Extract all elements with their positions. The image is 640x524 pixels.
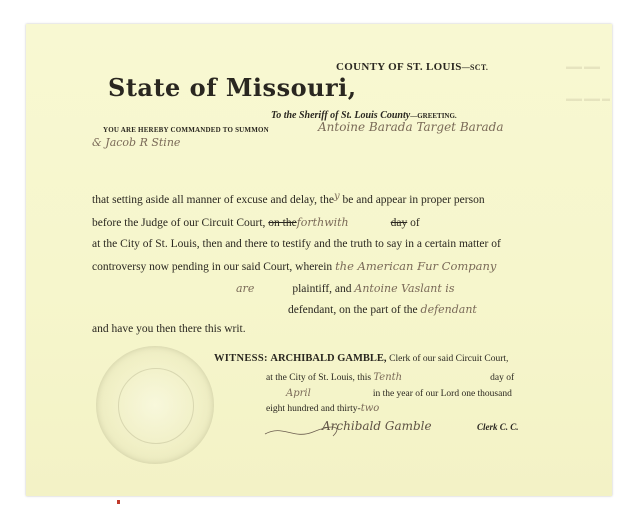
command-prefix: YOU ARE HEREBY COMMANDED TO SUMMON [103, 126, 269, 134]
body-text: of [410, 217, 420, 229]
handwritten-year: two [360, 403, 380, 414]
body-line-1 [92, 191, 485, 207]
embossed-seal [96, 346, 214, 464]
handwritten-are: are [236, 282, 255, 295]
witness-line-1 [214, 354, 508, 365]
body-line-6 [288, 304, 477, 317]
clerk-title: Clerk of our said Circuit Court, [389, 354, 509, 364]
defendant-name: Antoine Vaslant is [354, 282, 455, 295]
body-line-4 [92, 261, 496, 274]
body-line-2 [92, 217, 420, 230]
summoned-names-2: & Jacob R Stine [92, 136, 181, 149]
body-text: before the Judge of our Circuit Court, [92, 217, 266, 229]
body-line-7: and have you then there this writ. [92, 323, 246, 335]
body-line-3: at the City of St. Louis, then and there to testify and the truth to say in a certain matter of [92, 238, 501, 250]
witness-line-4 [266, 404, 379, 415]
witness-text: in the year of our Lord one thousand [372, 389, 512, 399]
handwritten-date: forthwith [296, 216, 349, 229]
county-heading [336, 62, 488, 73]
clerk-name: ARCHIBALD GAMBLE, [270, 353, 387, 364]
summoned-names-1: Antoine Barada Target Barada [318, 120, 504, 134]
handwritten-month: April [286, 388, 311, 399]
body-text: , on the part of the [333, 304, 418, 316]
red-mark [117, 500, 120, 504]
clerk-initials: Clerk C. C. [477, 422, 519, 432]
sheriff-line: To the Sheriff of St. Louis County [271, 110, 411, 121]
handwritten-party: defendant [420, 303, 477, 316]
body-text: defendant [288, 304, 334, 316]
clerk-signature: Archibald Gamble [322, 419, 432, 433]
body-text: , and [329, 283, 352, 295]
witness-line-2 [266, 373, 514, 384]
body-text: controversy now pending in our said Court, wherein [92, 261, 333, 273]
bleed-through-mark: ▬▬ ▬▬ [566, 62, 600, 71]
state-title: State of Missouri, [108, 73, 357, 102]
struck-text: day [390, 217, 408, 229]
plaintiff-name: the American Fur Company [335, 259, 497, 273]
struck-text: on the [268, 217, 297, 229]
body-text: plaintiff [292, 283, 330, 295]
county-name: COUNTY OF ST. LOUIS [336, 61, 462, 73]
witness-label: WITNESS: [214, 353, 268, 364]
witness-text: at the City of St. Louis, this [266, 373, 372, 383]
bleed-through-mark: ▬▬ ▬▬ ▬ [566, 94, 610, 103]
body-text: that setting aside all manner of excuse and delay, the [92, 194, 334, 206]
handwritten-insert: y [333, 191, 340, 202]
witness-text: day of [490, 373, 515, 383]
witness-text: eight hundred and thirty- [266, 404, 361, 414]
body-text: be and appear in proper person [342, 194, 485, 206]
greeting: —GREETING. [410, 112, 457, 120]
county-suffix: —SCT. [461, 63, 489, 72]
handwritten-day: Tenth [373, 372, 403, 383]
body-line-5 [236, 283, 454, 296]
witness-line-3 [286, 389, 512, 400]
